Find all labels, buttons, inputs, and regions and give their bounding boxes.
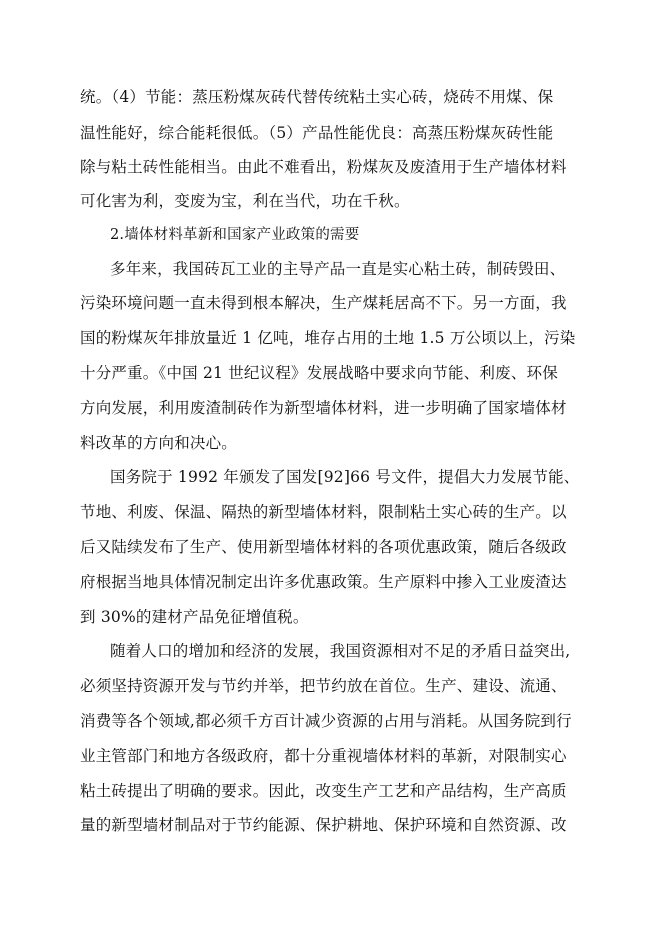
text-line: 到 30%的建材产品免征增值税。 bbox=[80, 608, 309, 626]
text-line: 温性能好，综合能耗很低。（5）产品性能优良：高蒸压粉煤灰砖性能 bbox=[80, 124, 554, 142]
text-line: 十分严重。《中国 21 世纪议程》发展战略中要求向节能、利废、环保 bbox=[80, 364, 558, 382]
text-line: 粘土砖提出了明确的要求。因此，改变生产工艺和产品结构，生产高质 bbox=[80, 782, 567, 800]
text-line: 国务院于 1992 年颁发了国发[92]66 号文件，提倡大力发展节能、 bbox=[110, 468, 580, 486]
text-line: 料改革的方向和决心。 bbox=[80, 434, 238, 452]
text-line: 府根据当地具体情况制定出许多优惠政策。生产原料中掺入工业废渣达 bbox=[80, 573, 567, 591]
section-heading: 2.墙体材料革新和国家产业政策的需要 bbox=[110, 227, 360, 243]
text-line: 统。（4）节能：蒸压粉煤灰砖代替传统粘土实心砖，烧砖不用煤、保 bbox=[80, 88, 554, 106]
text-line: 量的新型墙材制品对于节约能源、保护耕地、保护环境和自然资源、改 bbox=[80, 816, 567, 834]
text-line: 除与粘土砖性能相当。由此不难看出，粉煤灰及废渣用于生产墙体材料 bbox=[80, 158, 567, 176]
text-line: 国的粉煤灰年排放量近 1 亿吨，堆存占用的土地 1.5 万公顷以上，污染 bbox=[80, 329, 576, 347]
text-line: 必须坚持资源开发与节约并举，把节约放在首位。生产、建设、流通、 bbox=[80, 677, 567, 695]
text-line: 消费等各个领域,都必须千方百计减少资源的占用与消耗。从国务院到行 bbox=[80, 712, 572, 730]
text-line: 节地、利废、保温、隔热的新型墙体材料，限制粘土实心砖的生产。以 bbox=[80, 503, 567, 521]
text-line: 多年来，我国砖瓦工业的主导产品一直是实心粘土砖，制砖毁田、 bbox=[110, 260, 566, 278]
text-line: 可化害为利，变废为宝，利在当代，功在千秋。 bbox=[80, 192, 410, 210]
text-line: 业主管部门和地方各级政府，都十分重视墙体材料的革新，对限制实心 bbox=[80, 747, 567, 765]
text-line: 污染环境问题一直未得到根本解决，生产煤耗居高不下。另一方面，我 bbox=[80, 294, 567, 312]
text-line: 后又陆续发布了生产、使用新型墙体材料的各项优惠政策，随后各级政 bbox=[80, 538, 567, 556]
text-line: 方向发展，利用废渣制砖作为新型墙体材料，进一步明确了国家墙体材 bbox=[80, 399, 567, 417]
text-line: 随着人口的增加和经济的发展，我国资源相对不足的矛盾日益突出, bbox=[110, 642, 571, 660]
